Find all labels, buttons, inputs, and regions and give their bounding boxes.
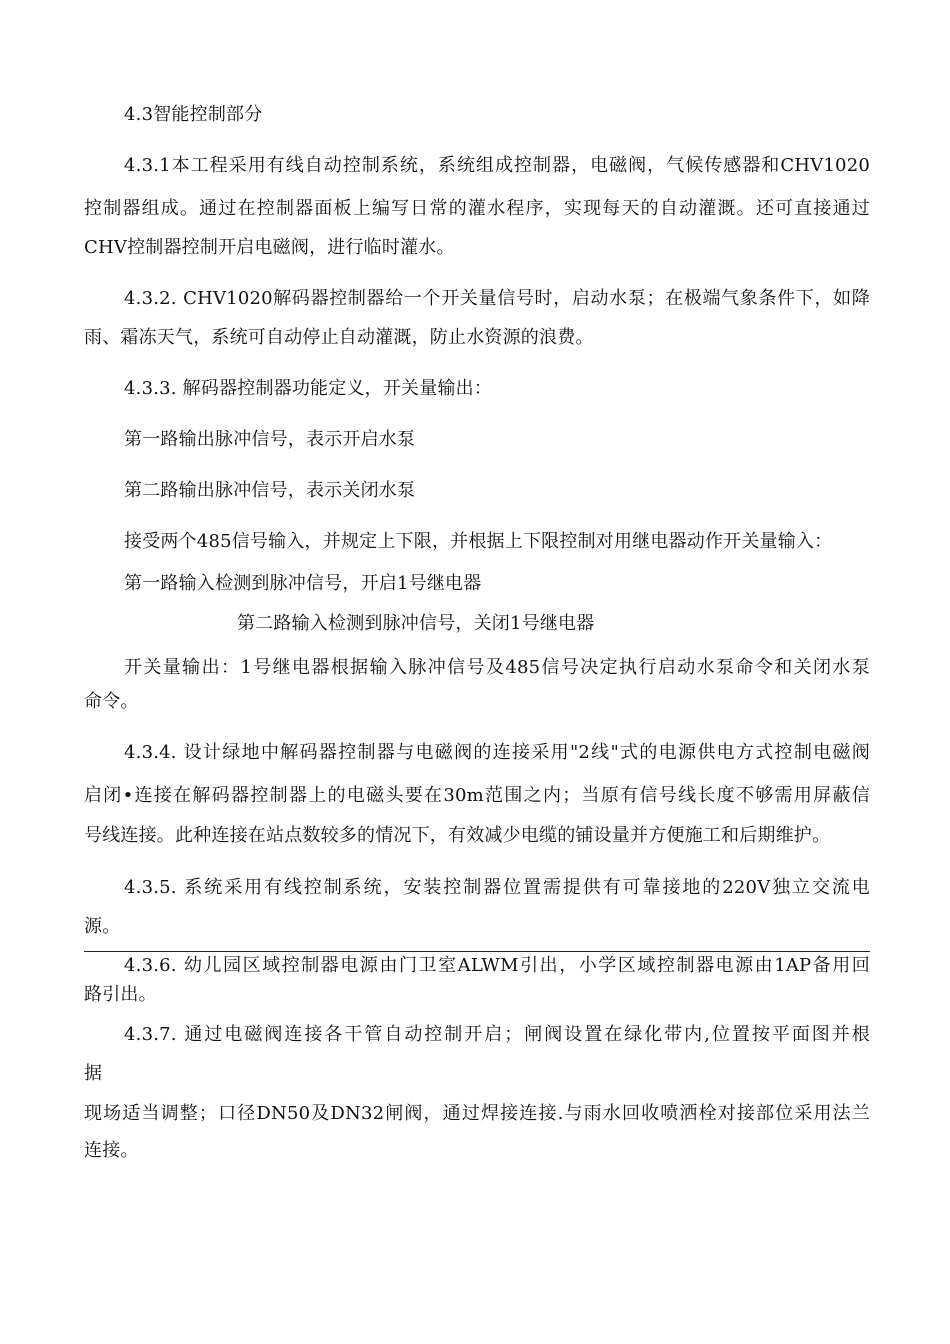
paragraph-4-3-1-line-2: 控制器组成。通过在控制器面板上编写日常的灌水程序，实现每天的自动灌溉。还可直接通过 — [84, 198, 870, 219]
switch-output-line-1: 开关量输出：1号继电器根据输入脉冲信号及485信号决定执行启动水泵命令和关闭水泵 — [124, 657, 870, 678]
paragraph-4-3-2-line-1: 4.3.2. CHV1020解码器控制器给一个开关量信号时，启动水泵；在极端气象条件下，如降 — [124, 288, 870, 309]
paragraph-4-3-5-line-1: 4.3.5. 系统采用有线控制系统，安装控制器位置需提供有可靠接地的220V独立交流电 — [124, 877, 870, 898]
paragraph-4-3-7-line-1: 4.3.7. 通过电磁阀连接各干管自动控制开启；闸阀设置在绿化带内,位置按平面图并根 — [124, 1024, 870, 1045]
paragraph-4-3-4-line-1: 4.3.4. 设计绿地中解码器控制器与电磁阀的连接采用"2线"式的电源供电方式控制电磁阀 — [124, 742, 870, 763]
input-1-definition: 第一路输入检测到脉冲信号，开启1号继电器 — [124, 573, 482, 594]
input-485-definition: 接受两个485信号输入，并规定上下限，并根据上下限控制对用继电器动作开关量输入： — [124, 531, 833, 552]
output-1-definition: 第一路输出脉冲信号，表示开启水泵 — [124, 429, 416, 450]
paragraph-4-3-4-line-2: 启闭•连接在解码器控制器上的电磁头要在30m范围之内；当原有信号线长度不够需用屏蔽信 — [84, 785, 870, 806]
section-heading: 4.3智能控制部分 — [124, 104, 263, 125]
switch-output-line-2: 命令。 — [84, 691, 139, 712]
paragraph-4-3-7-line-2: 据 — [84, 1063, 103, 1084]
paragraph-4-3-1-line-1: 4.3.1本工程采用有线自动控制系统，系统组成控制器，电磁阀，气候传感器和CHV1020 — [124, 155, 870, 176]
input-2-definition: 第二路输入检测到脉冲信号，关闭1号继电器 — [237, 613, 595, 634]
paragraph-4-3-7-line-4: 连接。 — [84, 1140, 139, 1161]
paragraph-4-3-7-line-3: 现场适当调整；口径DN50及DN32闸阀，通过焊接连接.与雨水回收喷洒栓对接部位采用法兰 — [84, 1103, 870, 1124]
horizontal-divider — [84, 951, 870, 952]
output-2-definition: 第二路输出脉冲信号，表示关闭水泵 — [124, 480, 416, 501]
paragraph-4-3-1-line-3: CHV控制器控制开启电磁阀，进行临时灌水。 — [84, 237, 455, 258]
paragraph-4-3-3: 4.3.3. 解码器控制器功能定义，开关量输出： — [124, 378, 493, 399]
paragraph-4-3-4-line-3: 号线连接。此种连接在站点数较多的情况下，有效减少电缆的铺设量并方便施工和后期维护。 — [84, 825, 831, 846]
paragraph-4-3-5-line-2: 源。 — [84, 916, 121, 937]
paragraph-4-3-6-line-1: 4.3.6. 幼儿园区域控制器电源由门卫室ALWM引出，小学区域控制器电源由1AP备用回 — [124, 955, 870, 976]
paragraph-4-3-6-line-2: 路引出。 — [84, 984, 157, 1005]
paragraph-4-3-2-line-2: 雨、霜冻天气，系统可自动停止自动灌溉，防止水资源的浪费。 — [84, 327, 594, 348]
